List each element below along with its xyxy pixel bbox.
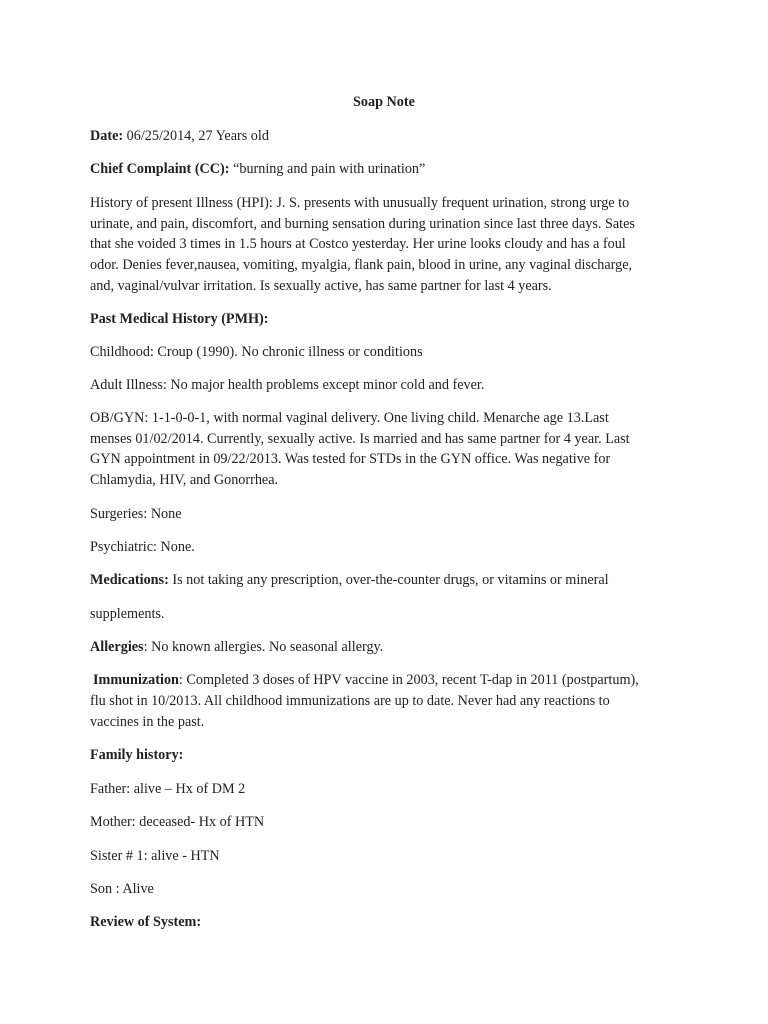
family-member-line: Mother: deceased- Hx of HTN [90,814,265,830]
chief-complaint-value: “burning and pain with urination” [229,161,426,177]
adult-illness-line: Adult Illness: No major health problems except minor cold and fever. [90,377,485,393]
medications-line-2: supplements. [90,606,165,622]
hpi-line: urinate, and pain, discomfort, and burning sensation during urination since last three days. Sates [90,216,635,232]
family-member-line: Son : Alive [90,881,154,897]
allergies-value: : No known allergies. No seasonal allergy. [143,639,384,655]
immunization-line-3: vaccines in the past. [90,714,205,730]
hpi-line: and, vaginal/vulvar irritation. Is sexually active, has same partner for last 4 years. [90,278,552,294]
surgeries-line: Surgeries: None [90,506,182,522]
family-member-line: Sister # 1: alive - HTN [90,848,220,864]
immunization-line-2: flu shot in 10/2013. All childhood immunizations are up to date. Never had any reactions to [90,693,610,709]
obgyn-line: GYN appointment in 09/22/2013. Was tested for STDs in the GYN office. Was negative for [90,451,611,467]
date-line [90,128,269,145]
chief-complaint-label: Chief Complaint (CC): [90,161,230,177]
allergies-label: Allergies [90,639,144,655]
medications-label: Medications: [90,572,169,588]
chief-complaint-line [90,161,425,178]
page-title: Soap Note [353,94,415,110]
hpi-line: History of present Illness (HPI): J. S. presents with unusually frequent urination, strong urge to [90,195,630,211]
obgyn-line: OB/GYN: 1-1-0-0-1, with normal vaginal delivery. One living child. Menarche age 13.Last [90,410,609,426]
hpi-line: odor. Denies fever,nausea, vomiting, myalgia, flank pain, blood in urine, any vaginal discharge, [90,257,633,273]
date-label: Date: [90,128,124,144]
family-history-heading: Family history: [90,747,184,763]
childhood-line: Childhood: Croup (1990). No chronic illness or conditions [90,344,423,360]
hpi-line: that she voided 3 times in 1.5 hours at Costco yesterday. Her urine looks cloudy and has a foul [90,236,626,252]
immunization-label: Immunization [93,672,179,688]
medications-line [90,572,609,589]
obgyn-line: Chlamydia, HIV, and Gonorrhea. [90,472,279,488]
family-member-line: Father: alive – Hx of DM 2 [90,781,246,797]
allergies-line [90,639,383,656]
date-value: 06/25/2014, 27 Years old [123,128,269,144]
obgyn-line: menses 01/02/2014. Currently, sexually active. Is married and has same partner for 4 year. Last [90,431,630,447]
review-of-system-heading: Review of System: [90,914,202,930]
pmh-heading: Past Medical History (PMH): [90,311,269,327]
psychiatric-line: Psychiatric: None. [90,539,195,555]
immunization-value: : Completed 3 doses of HPV vaccine in 2003, recent T-dap in 2011 (postpartum), [178,672,639,688]
medications-value: Is not taking any prescription, over-the-counter drugs, or vitamins or mineral [168,572,609,588]
immunization-line [93,672,639,689]
